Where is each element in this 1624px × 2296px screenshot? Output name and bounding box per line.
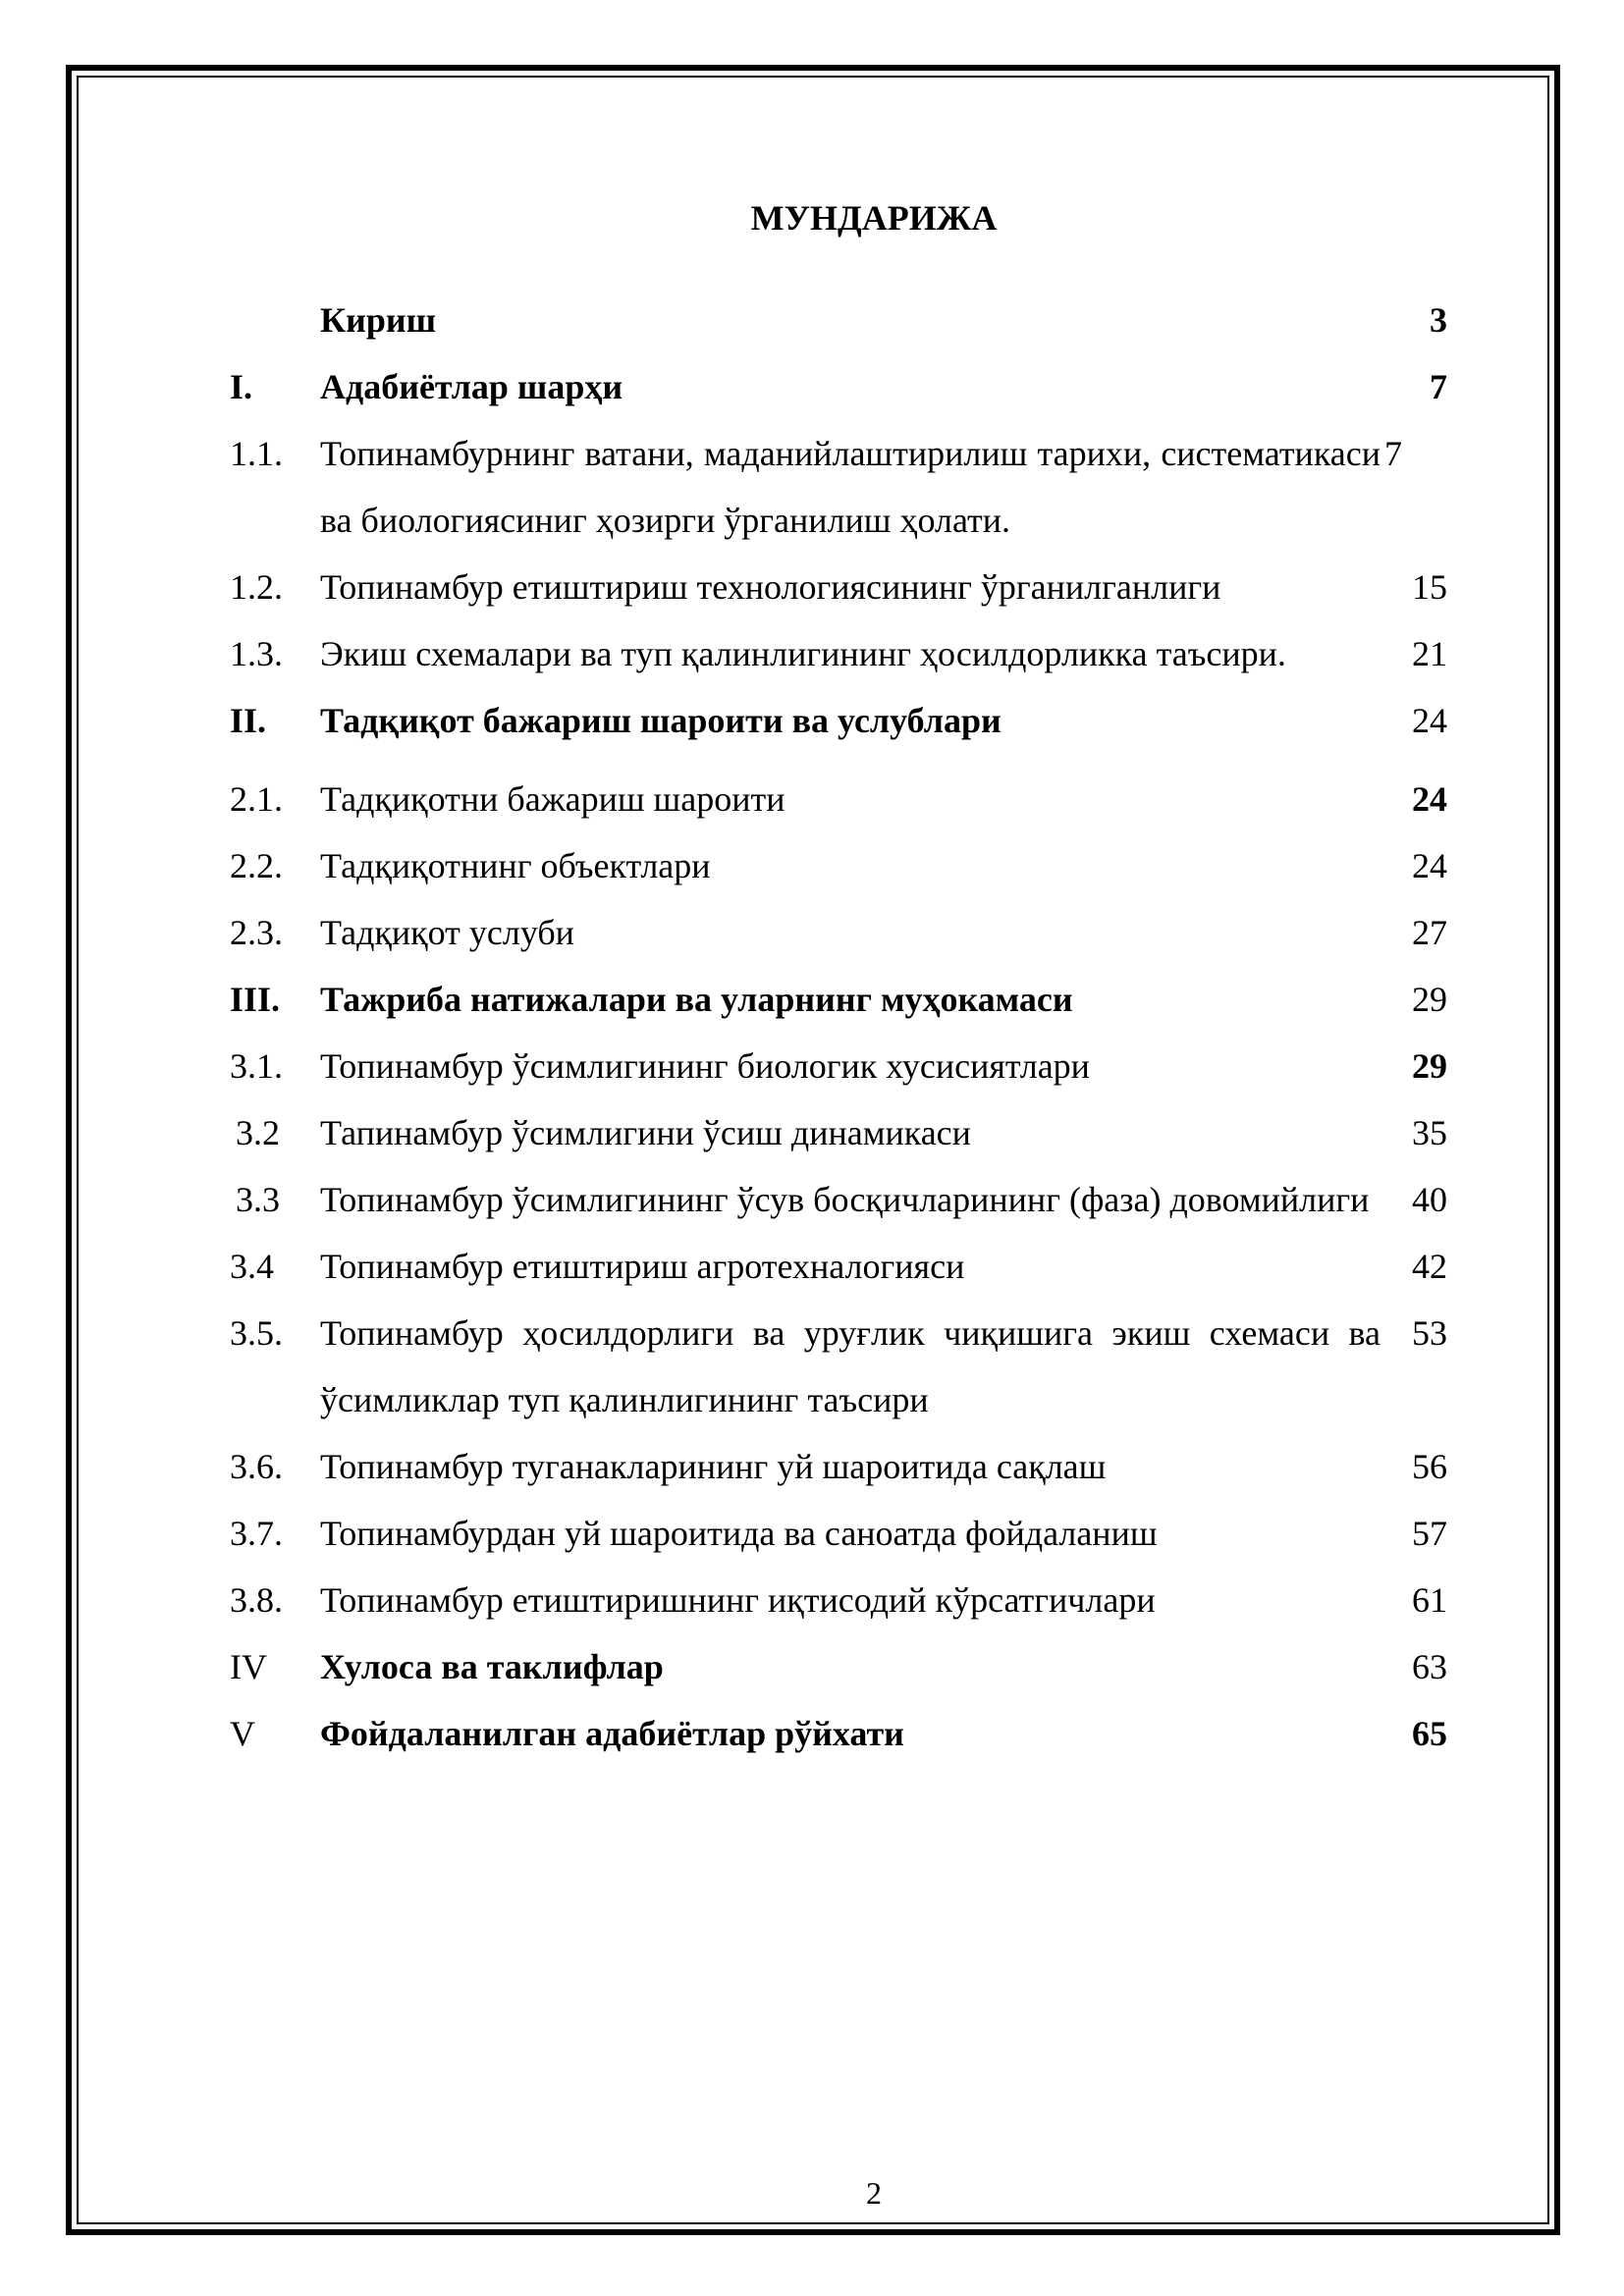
toc-entry-page: 3 xyxy=(1430,300,1447,340)
toc-entry-chapter-2 xyxy=(230,687,1447,754)
toc-entry-label: Топинамбур ҳосилдорлиги ва уруғлик чиқишига экиш схемаси ва ўсимликлар туп қалинлигининг таъсири xyxy=(320,1313,1380,1419)
toc-entry-page: 24 xyxy=(1412,846,1447,885)
toc-entry-label: Фойдаланилган адабиётлар рўйхати xyxy=(320,1714,904,1753)
toc-entry-1-3 xyxy=(230,620,1447,687)
toc-entry-3-3 xyxy=(230,1166,1447,1233)
toc-entry-label: Топинамбурнинг ватани, маданийлаштирилиш тарихи, систематикаси ва биологиясиниг ҳозирги ўрганилиш ҳолати. xyxy=(320,434,1380,540)
toc-entry-label: Топинамбур ўсимлигининг ўсув босқичларининг (фаза) довомийлиги xyxy=(320,1180,1370,1219)
toc-entry-page: 61 xyxy=(1412,1580,1447,1620)
toc-entry-3-5 xyxy=(230,1300,1447,1433)
toc-entry-number: 3.7. xyxy=(230,1514,283,1553)
toc-entry-number: I. xyxy=(230,367,253,406)
toc-entry-page: 29 xyxy=(1412,1046,1447,1086)
toc-entry-number: 3.1. xyxy=(230,1046,283,1086)
toc-entry-introduction xyxy=(230,287,1447,353)
toc-entry-label: Тадқиқотни бажариш шароити xyxy=(320,779,785,819)
toc-entry-label: Топинамбур ўсимлигининг биологик хусисиятлари xyxy=(320,1046,1090,1086)
toc-entry-page: 21 xyxy=(1412,634,1447,673)
toc-entry-number: 1.3. xyxy=(230,634,283,673)
toc-entry-page: 29 xyxy=(1412,980,1447,1019)
toc-entry-label: Топинамбурдан уй шароитида ва саноатда фойдаланиш xyxy=(320,1514,1158,1553)
toc-entry-number: 2.1. xyxy=(230,779,283,819)
toc-entry-chapter-3 xyxy=(230,966,1447,1033)
toc-entry-label: Топинамбур етиштириш агротехналогияси xyxy=(320,1247,965,1286)
toc-entry-1-2 xyxy=(230,554,1447,620)
toc-entry-page: 15 xyxy=(1412,567,1447,607)
toc-entry-page: 24 xyxy=(1412,779,1447,819)
toc-entry-chapter-4 xyxy=(230,1633,1447,1700)
toc-entry-page: 24 xyxy=(1412,701,1447,740)
page-number: 2 xyxy=(866,2175,882,2211)
toc-entry-label: Топинамбур етиштиришнинг иқтисодий кўрсатгичлари xyxy=(320,1580,1156,1620)
toc-entry-number: 2.2. xyxy=(230,846,283,885)
toc-entry-page: 42 xyxy=(1412,1247,1447,1286)
toc-entry-number: 3.3 xyxy=(236,1180,280,1219)
toc-entry-label: Тадқиқот бажариш шароити ва услублари xyxy=(320,701,1001,740)
table-of-contents xyxy=(230,287,1447,1767)
toc-entry-label: Тадқиқот услуби xyxy=(320,913,574,952)
toc-entry-3-4 xyxy=(230,1233,1447,1300)
toc-entry-label: Кириш xyxy=(320,300,437,340)
toc-entry-3-7 xyxy=(230,1500,1447,1567)
toc-entry-number: 3.4 xyxy=(230,1247,274,1286)
toc-entry-chapter-1 xyxy=(230,353,1447,420)
toc-entry-number: 3.6. xyxy=(230,1447,283,1486)
toc-entry-label: Тапинамбур ўсимлигини ўсиш динамикаси xyxy=(320,1113,971,1152)
toc-entry-number: IV xyxy=(230,1647,267,1686)
toc-entry-2-2 xyxy=(230,832,1447,899)
toc-entry-page: 7 xyxy=(1430,367,1447,406)
toc-entry-number: 1.2. xyxy=(230,567,283,607)
toc-entry-number: 3.5. xyxy=(230,1313,283,1353)
toc-entry-label: Хулоса ва таклифлар xyxy=(320,1647,664,1686)
toc-entry-page: 27 xyxy=(1412,913,1447,952)
toc-entry-2-1 xyxy=(230,766,1447,832)
toc-entry-page: 63 xyxy=(1412,1647,1447,1686)
toc-entry-page: 65 xyxy=(1412,1714,1447,1753)
toc-entry-number: 3.8. xyxy=(230,1580,283,1620)
toc-entry-2-3 xyxy=(230,899,1447,966)
toc-entry-number: V xyxy=(230,1714,255,1753)
toc-entry-number: 3.2 xyxy=(236,1113,280,1152)
toc-entry-label: Топинамбур туганакларининг уй шароитида сақлаш xyxy=(320,1447,1107,1486)
toc-entry-chapter-5 xyxy=(230,1700,1447,1767)
toc-entry-page: 53 xyxy=(1412,1313,1447,1353)
page-title: МУНДАРИЖА xyxy=(750,198,998,238)
toc-entry-page: 7 xyxy=(1384,434,1402,473)
toc-entry-3-2 xyxy=(230,1099,1447,1166)
toc-entry-label: Тадқиқотнинг объектлари xyxy=(320,846,711,885)
toc-entry-page: 35 xyxy=(1412,1113,1447,1152)
toc-entry-label: Экиш схемалари ва туп қалинлигининг ҳосилдорликка таъсири. xyxy=(320,634,1286,673)
toc-entry-page: 57 xyxy=(1412,1514,1447,1553)
toc-entry-3-8 xyxy=(230,1567,1447,1633)
toc-entry-label: Топинамбур етиштириш технологиясининг ўрганилганлиги xyxy=(320,567,1221,607)
toc-entry-page: 56 xyxy=(1412,1447,1447,1486)
toc-entry-3-6 xyxy=(230,1433,1447,1500)
toc-entry-page: 40 xyxy=(1412,1180,1447,1219)
toc-entry-3-1 xyxy=(230,1033,1447,1099)
toc-entry-number: 2.3. xyxy=(230,913,283,952)
toc-entry-number: III. xyxy=(230,980,281,1019)
toc-entry-number: II. xyxy=(230,701,267,740)
toc-entry-number: 1.1. xyxy=(230,434,283,473)
toc-entry-label: Адабиётлар шарҳи xyxy=(320,367,623,406)
toc-entry-label: Тажриба натижалари ва уларнинг муҳокамаси xyxy=(320,980,1073,1019)
toc-entry-1-1 xyxy=(230,420,1447,554)
